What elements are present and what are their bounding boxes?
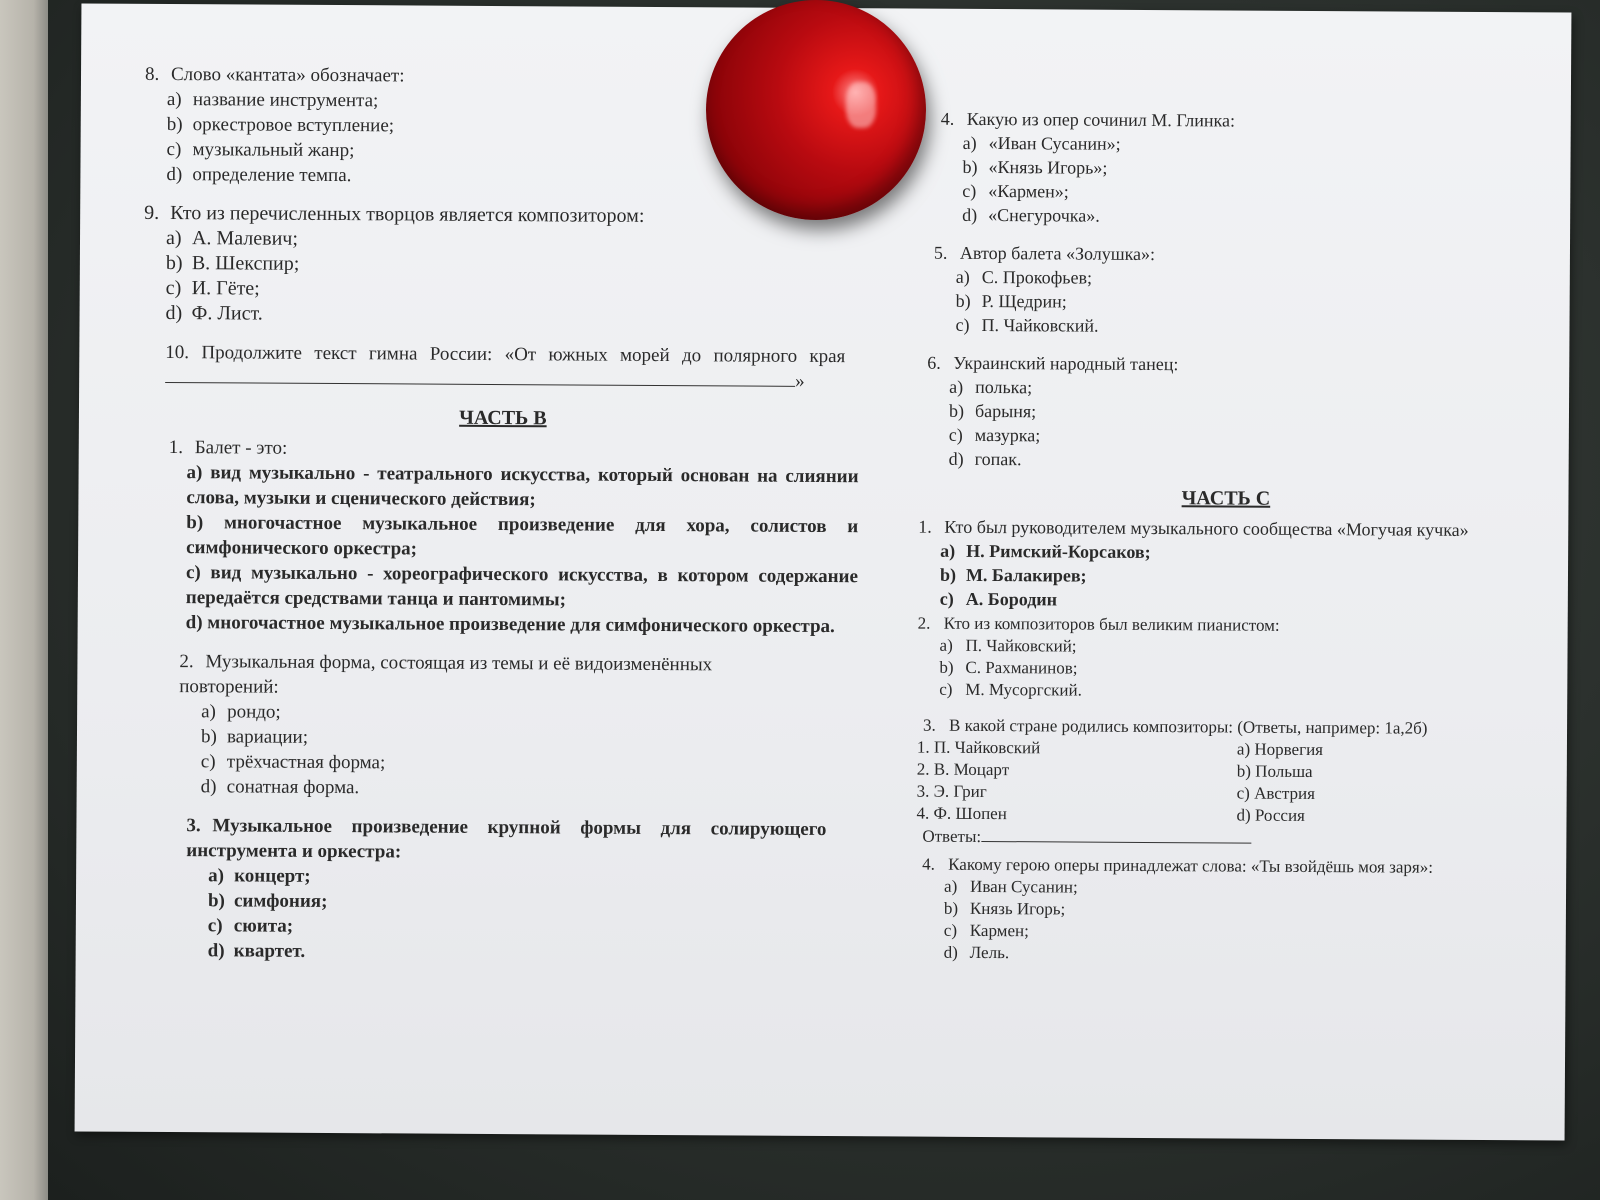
options-list bbox=[933, 265, 1534, 341]
option-letter: b) bbox=[200, 726, 217, 748]
composer-item: 4. Ф. Шопен bbox=[916, 803, 1007, 824]
option-text: «Снегурочка». bbox=[988, 205, 1100, 226]
option-text: мазурка; bbox=[974, 424, 1041, 446]
part-c-question-3 bbox=[916, 715, 1532, 852]
answer-blank[interactable] bbox=[165, 366, 795, 387]
option-letter: d) bbox=[207, 940, 225, 962]
composer-item: 1. П. Чайковский bbox=[916, 737, 1041, 758]
part-b-question-2 bbox=[141, 649, 800, 803]
option bbox=[944, 942, 1531, 968]
option bbox=[208, 913, 826, 942]
option-letter: a) bbox=[962, 132, 977, 153]
question-text: Продолжите текст гимна России: «От южных морей до полярного края bbox=[201, 342, 846, 368]
option-letter: c) bbox=[200, 751, 216, 773]
question-number: 9. bbox=[144, 201, 160, 224]
question-6 bbox=[919, 351, 1535, 475]
option-letter: a) bbox=[201, 701, 216, 723]
option-text: название инструмента; bbox=[192, 89, 379, 112]
question-number: 8. bbox=[144, 63, 160, 85]
right-column bbox=[916, 107, 1536, 982]
option-text: «Иван Сусанин»; bbox=[988, 133, 1121, 154]
question-text: Кто из композиторов был великим пианистом: bbox=[943, 613, 1280, 635]
option bbox=[939, 679, 1532, 705]
options-list bbox=[179, 699, 800, 803]
option-letter: d) bbox=[943, 942, 958, 962]
option-letter: d) bbox=[165, 301, 183, 325]
option bbox=[940, 587, 1533, 615]
option bbox=[201, 749, 799, 778]
option-letter: a) bbox=[166, 88, 182, 111]
option-text: концерт; bbox=[234, 865, 311, 887]
question-text: В какой стране родились композиторы: (Ответы, например: 1а,2б) bbox=[949, 715, 1428, 738]
question-number: 6. bbox=[927, 352, 941, 373]
question-text: Украинский народный танец: bbox=[953, 352, 1179, 375]
option-letter: b) bbox=[165, 251, 183, 275]
option-letter: c) bbox=[939, 679, 953, 699]
country-item: c) Австрия bbox=[1236, 783, 1315, 804]
option-text: А. Бородин bbox=[965, 588, 1058, 610]
option bbox=[186, 560, 858, 614]
options-list bbox=[917, 635, 1532, 705]
options-list bbox=[186, 863, 827, 967]
part-c-question-4 bbox=[916, 854, 1532, 968]
question-number: 10. bbox=[165, 341, 190, 364]
option-letter: a) bbox=[208, 865, 225, 887]
option bbox=[166, 251, 864, 280]
question-number: 3. bbox=[186, 815, 201, 837]
option-letter: c) bbox=[207, 915, 223, 937]
option bbox=[186, 460, 858, 514]
matching-table bbox=[916, 737, 1532, 829]
option bbox=[949, 423, 1534, 451]
option-text: сюита; bbox=[233, 915, 294, 937]
option-text: Иван Сусанин; bbox=[970, 876, 1078, 897]
option-letter: c) bbox=[939, 588, 954, 609]
option-text: «Кармен»; bbox=[988, 181, 1069, 202]
option-text: полька; bbox=[975, 376, 1033, 398]
question-10 bbox=[143, 340, 845, 394]
option bbox=[949, 447, 1534, 475]
magnet-highlight bbox=[846, 82, 876, 128]
option-text: многочастное музыкальное произведение для симфонического оркестра. bbox=[207, 612, 835, 638]
options-list bbox=[922, 876, 1532, 968]
option bbox=[165, 301, 863, 330]
option bbox=[962, 179, 1535, 206]
country-item: d) Россия bbox=[1236, 805, 1305, 825]
option-letter: c) bbox=[185, 562, 201, 584]
option bbox=[955, 313, 1534, 341]
option bbox=[201, 774, 799, 803]
question-text: Кто из перечисленных творцов является композитором: bbox=[170, 202, 645, 227]
question-text: Слово «кантата» обозначает: bbox=[170, 64, 405, 87]
part-b-question-3 bbox=[140, 813, 827, 967]
option-text: Лель. bbox=[969, 942, 1010, 963]
option-text: симфония; bbox=[233, 890, 328, 912]
composer-item: 3. Э. Григ bbox=[916, 781, 987, 802]
answers-line bbox=[916, 825, 1531, 852]
option-text: Кармен; bbox=[969, 920, 1029, 941]
question-4 bbox=[920, 107, 1536, 231]
option-letter: a) bbox=[165, 226, 182, 250]
option-text: Р. Щедрин; bbox=[981, 290, 1067, 312]
option-text: И. Гёте; bbox=[191, 277, 260, 300]
option-letter: b) bbox=[186, 512, 204, 534]
option-letter: d) bbox=[166, 163, 183, 186]
question-number: 2. bbox=[917, 613, 931, 633]
option-letter: b) bbox=[939, 564, 957, 585]
section-title-part-b: ЧАСТЬ В bbox=[459, 406, 547, 430]
option-text: Князь Игорь; bbox=[969, 898, 1066, 919]
option-text: многочастное музыкальное произведение для хора, солистов и симфонического оркестра; bbox=[186, 512, 859, 560]
option-letter: c) bbox=[943, 920, 958, 940]
part-c-question-1 bbox=[918, 515, 1534, 615]
answers-label: Ответы: bbox=[922, 826, 982, 846]
option-letter: d) bbox=[948, 448, 964, 469]
option-text: сонатная форма. bbox=[226, 776, 360, 799]
composer-item: 2. В. Моцарт bbox=[916, 759, 1010, 780]
question-text: Музыкальная форма, состоящая из темы и её видоизменённых повторений: bbox=[179, 651, 713, 698]
option-letter: d) bbox=[200, 776, 217, 798]
option-text: Ф. Лист. bbox=[191, 302, 263, 325]
option-letter: b) bbox=[939, 657, 954, 677]
option bbox=[940, 563, 1533, 591]
option-text: «Князь Игорь»; bbox=[988, 157, 1108, 178]
question-number: 4. bbox=[922, 854, 936, 874]
option-letter: a) bbox=[944, 876, 958, 896]
option-letter: b) bbox=[948, 400, 965, 421]
closing-quote: » bbox=[795, 370, 805, 392]
options-list bbox=[940, 131, 1536, 231]
question-number: 2. bbox=[179, 651, 194, 673]
question-number: 5. bbox=[933, 242, 948, 263]
options-list bbox=[927, 375, 1535, 475]
question-text: Какую из опер сочинил М. Глинка: bbox=[966, 108, 1236, 131]
option-text: А. Малевич; bbox=[191, 227, 298, 250]
option bbox=[944, 898, 1531, 924]
options-list bbox=[918, 539, 1533, 615]
option bbox=[208, 888, 826, 917]
option bbox=[956, 289, 1535, 317]
option-text: П. Чайковский; bbox=[965, 635, 1077, 656]
option-text: вид музыкально - хореографического искусства, в котором содержание передаётся средствами танца и пантомимы; bbox=[185, 562, 859, 611]
section-title-part-c: ЧАСТЬ С bbox=[1181, 487, 1271, 510]
option-text: рондо; bbox=[227, 701, 281, 723]
option-letter: a) bbox=[955, 266, 970, 287]
option-text: оркестровое вступление; bbox=[192, 114, 395, 137]
wall-edge bbox=[0, 0, 48, 1200]
option-text: М. Мусоргский. bbox=[965, 679, 1082, 700]
option-text: вариации; bbox=[226, 726, 309, 748]
country-item: b) Польша bbox=[1236, 761, 1313, 781]
option bbox=[963, 131, 1536, 158]
option-letter: d) bbox=[185, 612, 203, 634]
option-text: П. Чайковский. bbox=[981, 314, 1099, 336]
question-text: Кто был руководителем музыкального сообщества «Могучая кучка» bbox=[944, 516, 1469, 540]
option-letter: c) bbox=[955, 314, 970, 335]
option-letter: a) bbox=[186, 462, 203, 484]
question-text: Автор балета «Золушка»: bbox=[959, 242, 1156, 265]
question-number: 4. bbox=[940, 108, 955, 129]
option-text: определение темпа. bbox=[192, 164, 352, 187]
option-letter: c) bbox=[166, 138, 182, 161]
option-text: музыкальный жанр; bbox=[192, 139, 355, 162]
red-magnet bbox=[706, 0, 926, 220]
option-text: вид музыкально - театрального искусства, который основан на слиянии слова, музыки и сценического действия; bbox=[186, 462, 859, 511]
option-text: В. Шекспир; bbox=[191, 252, 300, 275]
option-text: гопак. bbox=[974, 448, 1022, 470]
option-letter: b) bbox=[166, 113, 183, 136]
option-text: С. Рахманинов; bbox=[965, 657, 1078, 678]
option-letter: b) bbox=[207, 890, 225, 912]
options-list bbox=[143, 226, 864, 330]
option-text: квартет. bbox=[233, 940, 306, 962]
question-9 bbox=[143, 201, 864, 330]
option bbox=[940, 539, 1533, 567]
option bbox=[186, 510, 858, 564]
part-b-question-1 bbox=[142, 435, 863, 639]
option bbox=[949, 399, 1534, 427]
option-text: барыня; bbox=[974, 400, 1037, 422]
answers-blank[interactable] bbox=[981, 825, 1251, 844]
question-text: Какому герою оперы принадлежат слова: «Ты взойдёшь моя заря»: bbox=[948, 854, 1434, 877]
option-letter: b) bbox=[962, 156, 978, 177]
option-letter: a) bbox=[940, 540, 956, 561]
option-letter: a) bbox=[949, 376, 964, 397]
option-letter: c) bbox=[962, 180, 977, 201]
option bbox=[208, 938, 826, 967]
question-text: Музыкальное произведение крупной формы для солирующего инструмента и оркестра: bbox=[186, 815, 827, 863]
question-number: 1. bbox=[918, 516, 932, 537]
option-letter: b) bbox=[955, 290, 971, 311]
option-letter: d) bbox=[962, 204, 978, 225]
option-letter: a) bbox=[939, 635, 953, 655]
options-list bbox=[168, 460, 859, 639]
country-item: а) Норвегия bbox=[1236, 739, 1324, 760]
option bbox=[949, 375, 1534, 403]
part-c-question-2 bbox=[917, 613, 1533, 705]
option-text: М. Балакирев; bbox=[965, 564, 1087, 586]
option bbox=[186, 610, 858, 639]
option-letter: c) bbox=[165, 276, 182, 300]
question-number: 1. bbox=[168, 437, 184, 459]
option-text: С. Прокофьев; bbox=[981, 266, 1093, 288]
option bbox=[201, 699, 799, 728]
option-text: трёхчастная форма; bbox=[226, 751, 386, 774]
option bbox=[956, 265, 1535, 293]
option bbox=[201, 724, 799, 753]
option bbox=[962, 203, 1535, 230]
question-text: Балет - это: bbox=[194, 437, 288, 459]
option bbox=[962, 155, 1535, 182]
question-5 bbox=[919, 241, 1535, 341]
option-letter: c) bbox=[948, 424, 963, 445]
option-letter: b) bbox=[943, 898, 959, 918]
option bbox=[208, 863, 826, 892]
question-number: 3. bbox=[923, 715, 936, 735]
option-text: Н. Римский-Корсаков; bbox=[966, 540, 1151, 563]
